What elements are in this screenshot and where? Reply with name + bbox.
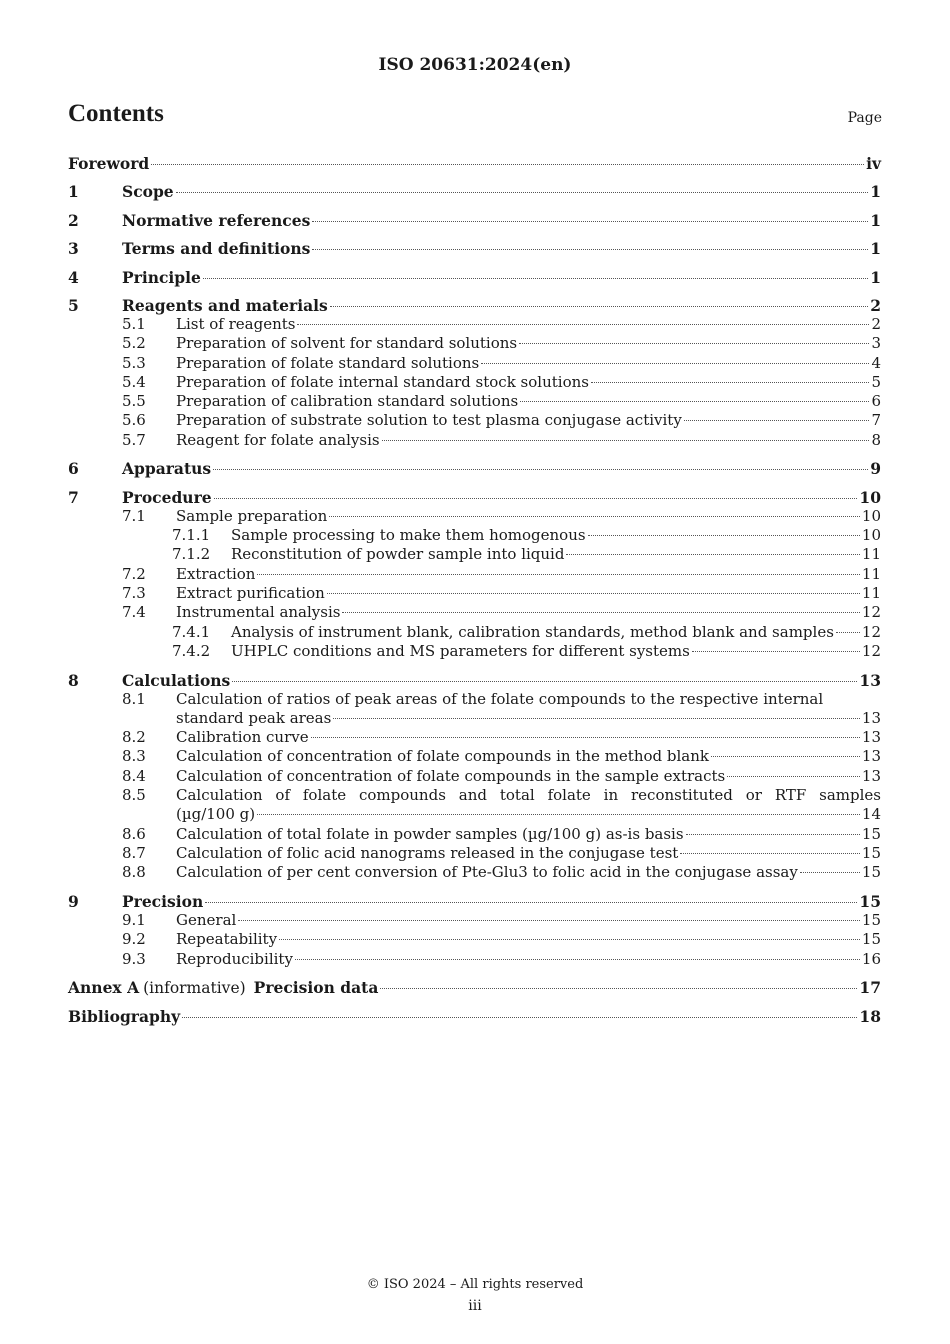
toc-number: 7.1.2 [172,545,211,564]
toc-page: 2 [870,295,881,315]
toc-leader [329,516,860,517]
toc-page: 7 [871,411,881,430]
page-number: iii [468,1298,482,1314]
toc-entry-7-1[interactable] [68,507,881,526]
toc-label: Reproducibility [176,949,293,968]
toc-number: 5.4 [122,372,146,391]
toc-page: 15 [861,910,881,929]
toc-page: 2 [871,314,881,333]
toc-entry-8-6[interactable] [68,825,881,844]
toc-number: 5.3 [122,353,146,372]
toc-page: 3 [871,334,881,353]
toc-leader [312,221,868,222]
toc-entry-7-4-2[interactable] [68,642,881,661]
toc-label: Calculation of total folate in powder samples (µg/100 g) as-is basis [176,824,684,843]
toc-number: 8.4 [122,766,146,785]
toc-label: Calculation of folic acid nanograms released in the conjugase test [176,843,679,862]
toc-entry-5-2[interactable] [68,334,881,353]
toc-entry-annex-a[interactable] [68,978,881,997]
toc-page: 15 [861,843,881,862]
toc-number: 7.2 [122,564,146,583]
toc-leader [727,776,860,777]
toc-number: 7.4.2 [172,641,211,660]
toc-entry-5[interactable] [68,296,881,315]
toc-number: 7.1 [122,506,146,525]
toc-entry-7-1-2[interactable] [68,545,881,564]
toc-entry-8-1-line2[interactable] [68,709,881,728]
toc-page: 16 [861,949,881,968]
toc-leader [588,535,860,536]
toc-number: 9.3 [122,949,146,968]
toc-page: 17 [859,978,881,998]
toc-entry-foreword[interactable] [68,154,881,173]
toc-label: Calculation of ratios of peak areas of the folate compounds to the respective internal [176,689,824,708]
toc-entry-4[interactable] [68,268,881,287]
toc-number: 8.5 [122,786,146,805]
toc-label: General [176,910,237,929]
toc-leader [519,343,869,344]
toc-label: Analysis of instrument blank, calibration standards, method blank and samples [231,622,834,641]
toc-label: Extract purification [176,584,325,602]
toc-entry-8[interactable] [68,671,881,690]
toc-entry-9[interactable] [68,892,881,911]
toc-number: 2 [68,210,79,230]
toc-page: 12 [861,622,881,641]
toc-leader [213,469,868,470]
toc-label: Instrumental analysis [176,603,341,622]
toc-label: UHPLC conditions and MS parameters for different systems [231,641,690,660]
toc-entry-5-5[interactable] [68,392,881,411]
table-of-contents [68,154,881,1026]
toc-leader [684,420,870,421]
toc-entry-5-1[interactable] [68,315,881,334]
toc-entry-5-3[interactable] [68,354,881,373]
toc-page: 11 [861,564,881,583]
toc-number: 8.2 [122,728,146,747]
toc-leader [182,1017,857,1018]
toc-number: 7.4 [122,603,146,622]
toc-entry-bibliography[interactable] [68,1007,881,1026]
toc-label: Repeatability [176,930,278,949]
toc-number: 7 [68,487,79,507]
toc-leader [382,440,870,441]
toc-label: Extraction [176,564,256,583]
toc-entry-8-5-line2[interactable] [68,805,881,824]
toc-label: Principle [122,267,201,287]
toc-number: 8.8 [122,863,146,882]
toc-leader [342,612,859,613]
toc-label: Reconstitution of powder sample into liquid [231,545,565,564]
toc-entry-7-4-1[interactable] [68,623,881,642]
toc-page: 14 [861,805,881,824]
toc-leader [380,988,857,989]
toc-label: Normative references [122,210,311,230]
toc-entry-3[interactable] [68,239,881,258]
toc-label: Preparation of folate internal standard stock solutions [176,372,589,391]
toc-number: 7.1.1 [172,526,211,545]
toc-page: 13 [859,670,881,690]
toc-entry-9-2[interactable] [68,930,881,949]
toc-number: 8.1 [122,689,146,708]
toc-leader [591,382,869,383]
toc-number: 5 [68,295,79,315]
toc-number: 9 [68,891,79,911]
toc-label: Reagent for folate analysis [176,430,380,449]
toc-label: Terms and definitions [122,239,311,259]
toc-leader [686,834,860,835]
toc-entry-8-7[interactable] [68,844,881,863]
toc-leader [330,306,868,307]
toc-page: 11 [861,584,881,602]
toc-page: 4 [871,353,881,372]
toc-number: 6 [68,459,79,479]
toc-page: 13 [861,747,881,766]
page-column-label: Page [847,110,882,126]
toc-leader [800,872,860,873]
toc-leader [566,554,859,555]
toc-label: Apparatus [122,459,212,479]
toc-leader [257,574,859,575]
toc-label: (µg/100 g) [176,805,256,824]
toc-entry-9-1[interactable] [68,911,881,930]
toc-number: 7.3 [122,584,146,602]
toc-entry-8-1-line1[interactable] [68,690,881,709]
toc-leader [520,401,869,402]
toc-leader [232,681,857,682]
page-title: Contents [68,100,164,127]
toc-number: 8.7 [122,843,146,862]
toc-number: 5.1 [122,314,146,333]
toc-number: 5.5 [122,392,146,411]
toc-leader [214,498,858,499]
toc-entry-1[interactable] [68,182,881,201]
toc-number: 8 [68,670,79,690]
toc-entry-5-7[interactable] [68,431,881,450]
toc-page: 9 [870,459,881,479]
toc-label: Reagents and materials [122,295,328,315]
toc-entry-9-3[interactable] [68,950,881,969]
toc-leader [257,814,860,815]
toc-leader [297,324,869,325]
copyright-footer: © ISO 2024 – All rights reserved [366,1277,584,1292]
document-id-header: ISO 20631:2024(en) [378,55,572,75]
toc-number: 1 [68,182,79,202]
toc-label: Calculation of folate compounds and total folate in reconstituted or RTF samples [176,786,881,805]
toc-annex-title: Precision data [253,978,379,998]
toc-page: 10 [861,526,881,545]
toc-label: Preparation of solvent for standard solutions [176,334,518,353]
toc-page: 13 [861,728,881,747]
toc-page: 8 [871,430,881,449]
toc-leader [295,959,860,960]
toc-number: 5.2 [122,334,146,353]
toc-label: Preparation of calibration standard solutions [176,392,519,411]
toc-page: 6 [871,392,881,411]
toc-leader [312,249,868,250]
toc-page: 18 [859,1006,881,1026]
toc-entry-7-3[interactable] [68,584,881,603]
toc-page: 1 [870,267,881,287]
toc-number: 8.3 [122,747,146,766]
toc-entry-8-5-line1[interactable] [68,786,881,805]
toc-page: 12 [861,641,881,660]
toc-leader [176,192,869,193]
toc-page: 13 [861,708,881,727]
toc-leader [205,902,857,903]
toc-label: Sample preparation [176,506,328,525]
toc-number: 9.2 [122,930,146,949]
toc-label: Scope [122,182,174,202]
toc-entry-8-2[interactable] [68,728,881,747]
toc-page: 10 [859,487,881,507]
toc-number: 7.4.1 [172,622,211,641]
toc-label: Calculation of concentration of folate compounds in the method blank [176,747,709,766]
toc-leader [711,756,860,757]
toc-label: Calculation of per cent conversion of Pte-Glu3 to folic acid in the conjugase assay [176,863,798,882]
toc-page: 15 [861,824,881,843]
toc-number: 5.6 [122,411,146,430]
toc-page: 1 [870,182,881,202]
toc-leader [333,718,860,719]
toc-label: Preparation of folate standard solutions [176,353,480,372]
toc-label: Bibliography [68,1006,181,1026]
toc-entry-7-2[interactable] [68,565,881,584]
toc-entry-8-4[interactable] [68,767,881,786]
toc-label: Annex A [68,978,140,998]
toc-label: standard peak areas [176,708,332,727]
toc-label: Foreword [68,154,150,173]
toc-label: Calculation of concentration of folate compounds in the sample extracts [176,766,726,785]
toc-number: 8.6 [122,824,146,843]
toc-leader [238,920,860,921]
toc-leader [151,164,864,165]
toc-label: Sample processing to make them homogenous [231,526,586,545]
toc-entry-5-4[interactable] [68,373,881,392]
toc-entry-7-1-1[interactable] [68,526,881,545]
toc-leader [692,651,860,652]
toc-entry-7[interactable] [68,488,881,507]
toc-page: iv [866,154,881,173]
toc-leader [680,853,860,854]
toc-label: Precision [122,891,204,911]
toc-label: List of reagents [176,314,296,333]
toc-leader [311,737,860,738]
toc-label: Preparation of substrate solution to test plasma conjugase activity [176,411,682,430]
toc-leader [481,363,869,364]
toc-page: 15 [861,930,881,949]
toc-number: 5.7 [122,430,146,449]
toc-entry-8-3[interactable] [68,747,881,766]
toc-page: 1 [870,210,881,230]
toc-page: 1 [870,239,881,259]
toc-entry-5-6[interactable] [68,411,881,430]
toc-page: 11 [861,545,881,564]
toc-annex-type: (informative) [143,979,246,998]
toc-leader [203,278,868,279]
toc-page: 15 [859,891,881,911]
toc-page: 15 [861,863,881,882]
toc-entry-6[interactable] [68,459,881,478]
toc-number: 9.1 [122,910,146,929]
toc-number: 3 [68,239,79,259]
toc-leader [327,593,860,594]
toc-entry-8-8[interactable] [68,863,881,882]
toc-label: Procedure [122,487,212,507]
toc-number: 4 [68,267,79,287]
toc-entry-2[interactable] [68,211,881,230]
toc-page: 10 [861,506,881,525]
toc-entry-7-4[interactable] [68,603,881,622]
toc-leader [836,632,860,633]
toc-page: 13 [861,766,881,785]
toc-label: Calibration curve [176,728,309,747]
toc-label: Calculations [122,670,231,690]
toc-leader [279,939,860,940]
toc-page: 12 [861,603,881,622]
toc-page: 5 [871,372,881,391]
